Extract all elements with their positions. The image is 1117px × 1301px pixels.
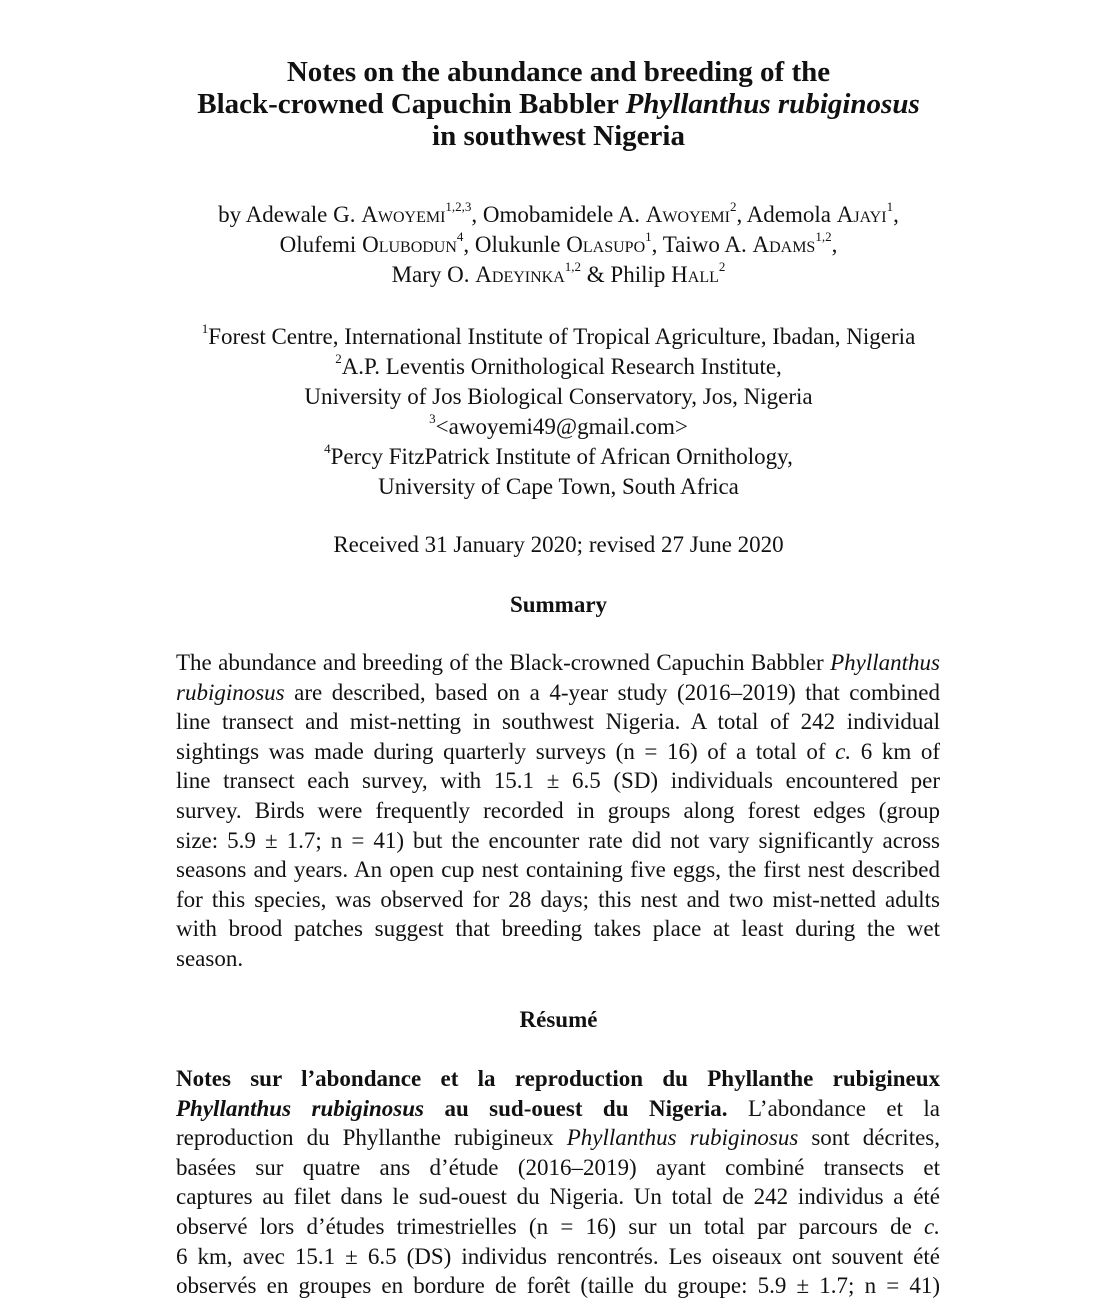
resume-line: observés en groupes en bordure de forêt (taille du groupe: 5.9 ± 1.7; n = 41) [176,1273,940,1299]
resume-line: Phyllanthus rubiginosus au sud-ouest du Nigeria. L’abondance et la [176,1095,941,1121]
resume-line: observé lors d’études trimestrielles (n = 16) sur un total par parcours de c. [176,1213,940,1239]
summary-line: seasons and years. An open cup nest containing five eggs, the first nest described [176,857,940,883]
resume-line: Notes sur l’abondance et la reproduction du Phyllanthe rubigineux [176,1066,940,1091]
author-name: Awoyemi [645,202,730,227]
affiliation-email[interactable]: $^3$<awoyemi49@gmail.com> [429,411,688,439]
summary-paragraph [176,648,940,974]
summary-line: line transect and mist-netting in southwest Nigeria. A total of 242 individual [176,709,940,735]
author-name: Olasupo [566,232,646,257]
affiliation-4-cont: University of Cape Town, South Africa [378,474,739,499]
title-species-name: Phyllanthus rubiginosus [625,88,920,120]
title-line-2-text: Black-crowned Capuchin Babbler [197,88,626,120]
author-line-2: Olufemi Olubodun$^4$, Olukunle Olasupo$^1$, Taiwo A. Adams$^{1,2}$, [279,229,838,257]
author-name: Olubodun [362,232,457,257]
summary-line: The abundance and breeding of the Black-crowned Capuchin Babbler Phyllanthus [176,650,940,675]
author-list [0,200,1117,290]
author-name: Adeyinka [475,262,565,287]
summary-line: season. [176,945,244,971]
affiliation-4: $^4$Percy FitzPatrick Institute of African Ornithology, [324,441,793,469]
summary-line: size: 5.9 ± 1.7; n = 41) but the encounter rate did not vary significantly across [176,827,940,853]
summary-line: line transect each survey, with 15.1 ± 6.5 (SD) individuals encountered per [176,768,940,794]
summary-line: for this species, was observed for 28 days; this nest and two mist-netted adults [176,886,940,912]
summary-line: sightings was made during quarterly surveys (n = 16) of a total of c. 6 km of [176,738,940,764]
affiliation-1: $^1$Forest Centre, International Institute of Tropical Agriculture, Ibadan, Nigeria [201,321,916,349]
summary-line: rubiginosus are described, based on a 4-year study (2016–2019) that combined [176,679,940,705]
title-line-3: in southwest Nigeria [432,120,685,152]
email-link: <awoyemi49@gmail.com> [435,414,688,439]
received-dates: Received 31 January 2020; revised 27 June 2020 [333,532,784,557]
summary-heading: Summary [509,592,608,617]
resume-line: captures au filet dans le sud-ouest du Nigeria. Un total de 242 individus a été [176,1184,940,1210]
author-name: Ajayi [836,202,887,227]
affiliation-2: $^2$A.P. Leventis Ornithological Research Institute, [335,351,782,379]
resume-line: basées sur quatre ans d’étude (2016–2019) ayant combiné transects et [176,1154,940,1180]
article-title [0,56,1117,152]
resume-line: 6 km, avec 15.1 ± 6.5 (DS) individus rencontrés. Les oiseaux ont souvent été [176,1243,940,1269]
author-name: Hall [671,262,719,287]
author-name: Adams [752,232,816,257]
author-line-3: Mary O. Adeyinka$^{1,2}$ & Philip Hall$^2$ [391,259,726,287]
affiliations [0,322,1117,502]
title-line-1: Notes on the abundance and breeding of the [286,56,831,88]
author-name: Awoyemi [361,202,446,227]
affiliation-2-cont: University of Jos Biological Conservatory, Jos, Nigeria [304,384,813,409]
resume-paragraph [176,1064,940,1301]
summary-line: with brood patches suggest that breeding takes place at least during the wet [176,916,940,942]
resume-heading: Résumé [519,1007,598,1032]
summary-line: survey. Birds were frequently recorded in groups along forest edges (group [176,797,940,823]
title-line-2 [0,88,1117,120]
author-line-1: by Adewale G. Awoyemi$^{1,2,3}$, Omobamidele A. Awoyemi$^2$, Ademola Ajayi$^1$, [218,199,899,227]
resume-line: reproduction du Phyllanthe rubigineux Phyllanthus rubiginosus sont décrites, [176,1125,940,1151]
